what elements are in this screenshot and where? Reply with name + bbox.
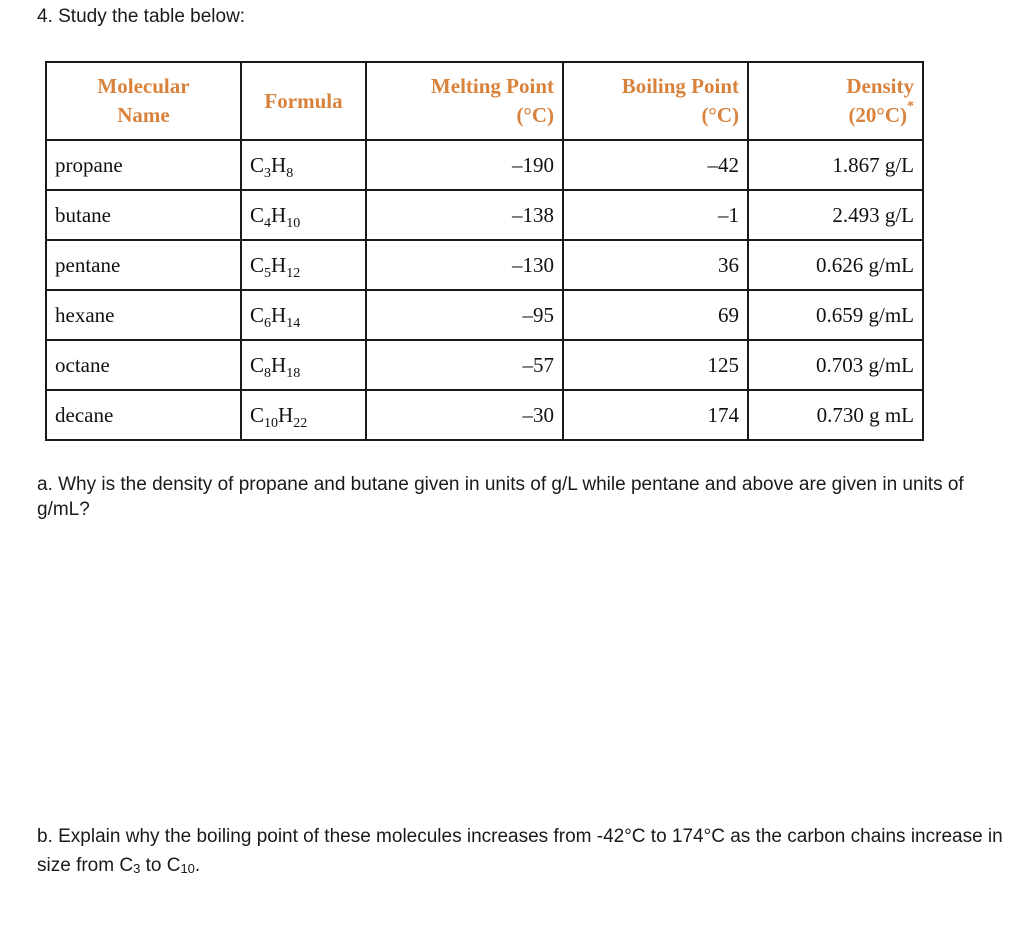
formula-h-subscript: 12 bbox=[286, 265, 301, 281]
formula-c-subscript: 10 bbox=[264, 415, 279, 431]
formula-c: C bbox=[250, 352, 265, 377]
header-molecular-name bbox=[46, 62, 241, 140]
cell-name: hexane bbox=[46, 290, 241, 340]
cell-formula bbox=[241, 390, 366, 440]
cell-melting-point: –57 bbox=[366, 340, 563, 390]
formula-c-subscript: 8 bbox=[264, 365, 272, 381]
question-4-heading: 4. Study the table below: bbox=[37, 6, 246, 27]
cell-name: pentane bbox=[46, 240, 241, 290]
cell-density: 2.493 g/L bbox=[748, 190, 923, 240]
cell-name: butane bbox=[46, 190, 241, 240]
question-a: a. Why is the density of propane and butane given in units of g/L while pentane and above are given in units of g/mL? bbox=[37, 474, 964, 520]
question-b-text-mid: to C bbox=[140, 855, 181, 876]
formula-h: H bbox=[271, 202, 287, 227]
formula-c: C bbox=[250, 252, 265, 277]
cell-formula bbox=[241, 340, 366, 390]
cell-density: 0.659 g/mL bbox=[748, 290, 923, 340]
cell-formula bbox=[241, 140, 366, 190]
cell-boiling-point: 125 bbox=[563, 340, 748, 390]
header-melting-point bbox=[366, 62, 563, 140]
header-density bbox=[748, 62, 923, 140]
table-row bbox=[46, 190, 923, 240]
alkane-properties-table bbox=[45, 61, 924, 441]
density-footnote-marker: * bbox=[907, 99, 914, 114]
cell-melting-point: –95 bbox=[366, 290, 563, 340]
formula-c-subscript: 3 bbox=[264, 165, 272, 181]
question-b-subscript-3: 3 bbox=[133, 861, 141, 876]
cell-melting-point: –130 bbox=[366, 240, 563, 290]
header-name-line1: Molecular bbox=[97, 74, 190, 98]
header-melting-line1: Melting Point bbox=[430, 74, 554, 98]
header-density-line1: Density bbox=[846, 74, 914, 98]
question-b-subscript-10: 10 bbox=[180, 861, 195, 876]
formula-h-subscript: 8 bbox=[286, 165, 294, 181]
header-name-line2: Name bbox=[117, 103, 170, 127]
cell-name: propane bbox=[46, 140, 241, 190]
table-row bbox=[46, 290, 923, 340]
table-row bbox=[46, 340, 923, 390]
cell-boiling-point: 69 bbox=[563, 290, 748, 340]
question-b-text: b. Explain why the boiling point of these molecules increases from -42°C to 174°C as the carbon chains increase in size from C bbox=[37, 826, 1003, 876]
formula-h-subscript: 10 bbox=[286, 215, 301, 231]
cell-boiling-point: –1 bbox=[563, 190, 748, 240]
cell-formula bbox=[241, 240, 366, 290]
cell-formula bbox=[241, 290, 366, 340]
formula-h-subscript: 14 bbox=[286, 315, 301, 331]
header-melting-line2: (°C) bbox=[516, 103, 554, 127]
formula-c-subscript: 6 bbox=[264, 315, 272, 331]
cell-melting-point: –190 bbox=[366, 140, 563, 190]
header-boiling-point bbox=[563, 62, 748, 140]
formula-h-subscript: 22 bbox=[293, 415, 308, 431]
cell-density: 0.703 g/mL bbox=[748, 340, 923, 390]
header-boiling-line2: (°C) bbox=[701, 103, 739, 127]
table-row bbox=[46, 390, 923, 440]
table-row bbox=[46, 240, 923, 290]
question-b bbox=[37, 822, 1007, 883]
cell-formula bbox=[241, 190, 366, 240]
formula-c: C bbox=[250, 402, 265, 427]
cell-density: 0.730 g mL bbox=[748, 390, 923, 440]
formula-h: H bbox=[271, 352, 287, 377]
formula-c: C bbox=[250, 202, 265, 227]
cell-melting-point: –138 bbox=[366, 190, 563, 240]
table-header-row bbox=[46, 62, 923, 140]
table-row bbox=[46, 140, 923, 190]
formula-c-subscript: 4 bbox=[264, 215, 272, 231]
cell-boiling-point: 174 bbox=[563, 390, 748, 440]
header-density-line2: (20°C) bbox=[848, 103, 907, 127]
cell-boiling-point: 36 bbox=[563, 240, 748, 290]
cell-melting-point: –30 bbox=[366, 390, 563, 440]
formula-h: H bbox=[271, 152, 287, 177]
formula-c: C bbox=[250, 152, 265, 177]
cell-name: decane bbox=[46, 390, 241, 440]
cell-density: 0.626 g/mL bbox=[748, 240, 923, 290]
formula-h-subscript: 18 bbox=[286, 365, 301, 381]
formula-c: C bbox=[250, 302, 265, 327]
formula-h: H bbox=[271, 302, 287, 327]
question-b-period: . bbox=[194, 855, 201, 876]
formula-h: H bbox=[278, 402, 294, 427]
cell-name: octane bbox=[46, 340, 241, 390]
header-boiling-line1: Boiling Point bbox=[621, 74, 739, 98]
cell-density: 1.867 g/L bbox=[748, 140, 923, 190]
header-formula: Formula bbox=[241, 62, 366, 140]
formula-h: H bbox=[271, 252, 287, 277]
cell-boiling-point: –42 bbox=[563, 140, 748, 190]
formula-c-subscript: 5 bbox=[264, 265, 272, 281]
